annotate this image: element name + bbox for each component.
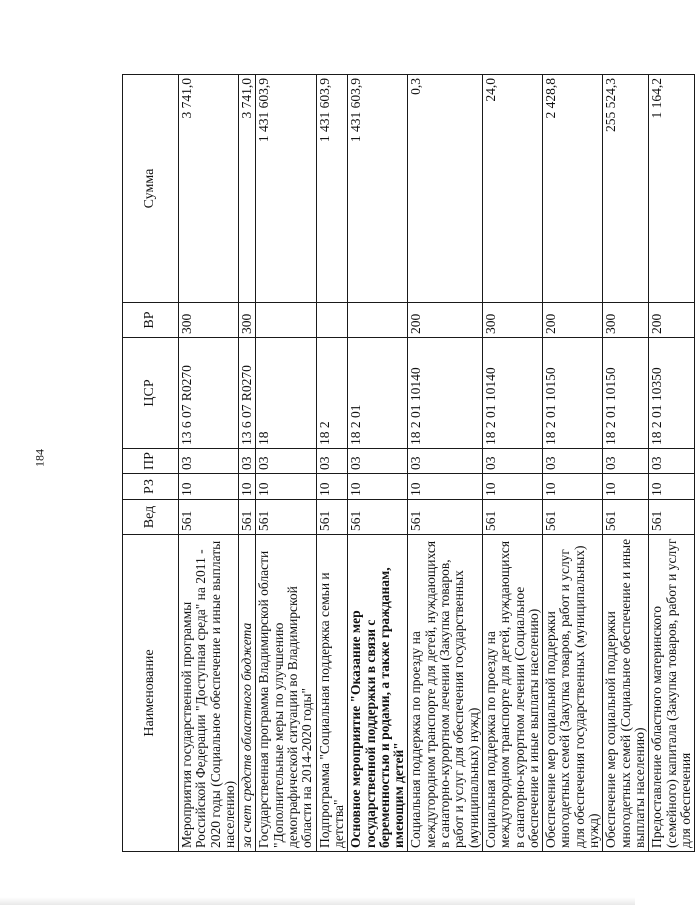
cell-name: Государственная программа Владимирской области "Дополнительные меры по улучшению демографической ситуации во Владимирской области на 2014-2020 годы" bbox=[256, 535, 316, 852]
cell-csr: 18 2 01 10150 bbox=[603, 338, 649, 449]
cell-csr: 18 2 01 10140 bbox=[482, 338, 542, 449]
cell-sum: 1 431 603,9 bbox=[316, 75, 348, 303]
cell-ved: 561 bbox=[482, 500, 542, 535]
cell-vr: 200 bbox=[649, 303, 695, 338]
cell-csr: 18 2 01 bbox=[348, 338, 408, 449]
cell-pr: 03 bbox=[482, 449, 542, 474]
cell-rz: 10 bbox=[482, 474, 542, 500]
cell-rz: 10 bbox=[256, 474, 316, 500]
table-row bbox=[239, 75, 256, 852]
cell-name: Основное мероприятие "Оказание мер государственной поддержки в связи с беременностью и родами, а также гражданам, имеющим детей" bbox=[348, 535, 408, 852]
cell-ved: 561 bbox=[543, 500, 603, 535]
cell-sum: 24,0 bbox=[482, 75, 542, 303]
cell-vr: 300 bbox=[239, 303, 256, 338]
cell-sum: 1 431 603,9 bbox=[256, 75, 316, 303]
cell-name: Обеспечение мер социальной поддержки многодетных семей (Социальное обеспечение и иные выплаты населению) bbox=[603, 535, 649, 852]
cell-pr: 03 bbox=[649, 449, 695, 474]
header-rz: РЗ bbox=[123, 474, 179, 500]
cell-ved: 561 bbox=[239, 500, 256, 535]
cell-rz: 10 bbox=[316, 474, 348, 500]
cell-pr: 03 bbox=[543, 449, 603, 474]
budget-table bbox=[122, 74, 695, 852]
cell-csr: 18 2 bbox=[316, 338, 348, 449]
cell-name: Обеспечение мер социальной поддержки многодетных семей (Закупка товаров, работ и услуг для обеспечения государственных (муниципальных) нужд) bbox=[543, 535, 603, 852]
cell-vr: 200 bbox=[543, 303, 603, 338]
table-row bbox=[649, 75, 695, 852]
header-sum: Сумма bbox=[123, 75, 179, 303]
header-pr: ПР bbox=[123, 449, 179, 474]
table-row bbox=[179, 75, 239, 852]
cell-pr: 03 bbox=[256, 449, 316, 474]
cell-rz: 10 bbox=[408, 474, 482, 500]
cell-rz: 10 bbox=[603, 474, 649, 500]
cell-sum: 0,3 bbox=[408, 75, 482, 303]
cell-sum: 1 164,2 bbox=[649, 75, 695, 303]
cell-sum: 255 524,3 bbox=[603, 75, 649, 303]
header-name: Наименование bbox=[123, 535, 179, 852]
cell-name: Мероприятия государственной программы Российской Федерации "Доступная среда" на 2011 - 2020 годы (Социальное обеспечение и иные выплаты населению) bbox=[179, 535, 239, 852]
cell-csr: 18 2 01 10150 bbox=[543, 338, 603, 449]
cell-name: Предоставление областного материнского (семейного) капитала (Закупка товаров, работ и услуг для обеспечения bbox=[649, 535, 695, 852]
table-header-row bbox=[123, 75, 179, 852]
table-row bbox=[408, 75, 482, 852]
cell-ved: 561 bbox=[179, 500, 239, 535]
table-row bbox=[256, 75, 316, 852]
cell-rz: 10 bbox=[649, 474, 695, 500]
budget-table-container bbox=[122, 75, 693, 852]
cell-vr: 200 bbox=[408, 303, 482, 338]
scan-bottom-edge bbox=[0, 897, 635, 905]
cell-pr: 03 bbox=[179, 449, 239, 474]
cell-csr: 18 bbox=[256, 338, 316, 449]
cell-name: Социальная поддержка по проезду на междугородном транспорте для детей, нуждающихся в санаторно-курортном лечении (Закупка товаров, работ и услуг для обеспечения государственных (муниципальных) нужд) bbox=[408, 535, 482, 852]
cell-pr: 03 bbox=[239, 449, 256, 474]
cell-ved: 561 bbox=[316, 500, 348, 535]
cell-sum: 2 428,8 bbox=[543, 75, 603, 303]
cell-rz: 10 bbox=[543, 474, 603, 500]
header-vr: ВР bbox=[123, 303, 179, 338]
cell-vr: 300 bbox=[179, 303, 239, 338]
cell-vr bbox=[256, 303, 316, 338]
cell-rz: 10 bbox=[179, 474, 239, 500]
cell-vr: 300 bbox=[603, 303, 649, 338]
table-row bbox=[543, 75, 603, 852]
table-row bbox=[316, 75, 348, 852]
cell-csr: 13 6 07 R0270 bbox=[239, 338, 256, 449]
cell-name: Подпрограмма "Социальная поддержка семьи и детства" bbox=[316, 535, 348, 852]
table-row bbox=[482, 75, 542, 852]
cell-ved: 561 bbox=[649, 500, 695, 535]
cell-rz: 10 bbox=[348, 474, 408, 500]
page-number: 184 bbox=[32, 449, 47, 467]
rotated-table-frame bbox=[122, 75, 693, 852]
cell-sum: 1 431 603,9 bbox=[348, 75, 408, 303]
cell-sum: 3 741,0 bbox=[179, 75, 239, 303]
cell-csr: 18 2 01 10140 bbox=[408, 338, 482, 449]
cell-csr: 13 6 07 R0270 bbox=[179, 338, 239, 449]
cell-rz: 10 bbox=[239, 474, 256, 500]
table-row bbox=[603, 75, 649, 852]
cell-ved: 561 bbox=[348, 500, 408, 535]
header-csr: ЦСР bbox=[123, 338, 179, 449]
cell-name: Социальная поддержка по проезду на междугородном транспорте для детей, нуждающихся в санаторно-курортном лечении (Социальное обеспечение и иные выплаты населению) bbox=[482, 535, 542, 852]
cell-vr bbox=[316, 303, 348, 338]
cell-vr bbox=[348, 303, 408, 338]
cell-ved: 561 bbox=[603, 500, 649, 535]
cell-ved: 561 bbox=[256, 500, 316, 535]
cell-ved: 561 bbox=[408, 500, 482, 535]
cell-pr: 03 bbox=[603, 449, 649, 474]
cell-sum: 3 741,0 bbox=[239, 75, 256, 303]
table-row bbox=[348, 75, 408, 852]
cell-pr: 03 bbox=[348, 449, 408, 474]
cell-csr: 18 2 01 10350 bbox=[649, 338, 695, 449]
header-ved: Вед bbox=[123, 500, 179, 535]
cell-vr: 300 bbox=[482, 303, 542, 338]
cell-pr: 03 bbox=[316, 449, 348, 474]
cell-name: за счет средств областного бюджета bbox=[239, 535, 256, 852]
cell-pr: 03 bbox=[408, 449, 482, 474]
